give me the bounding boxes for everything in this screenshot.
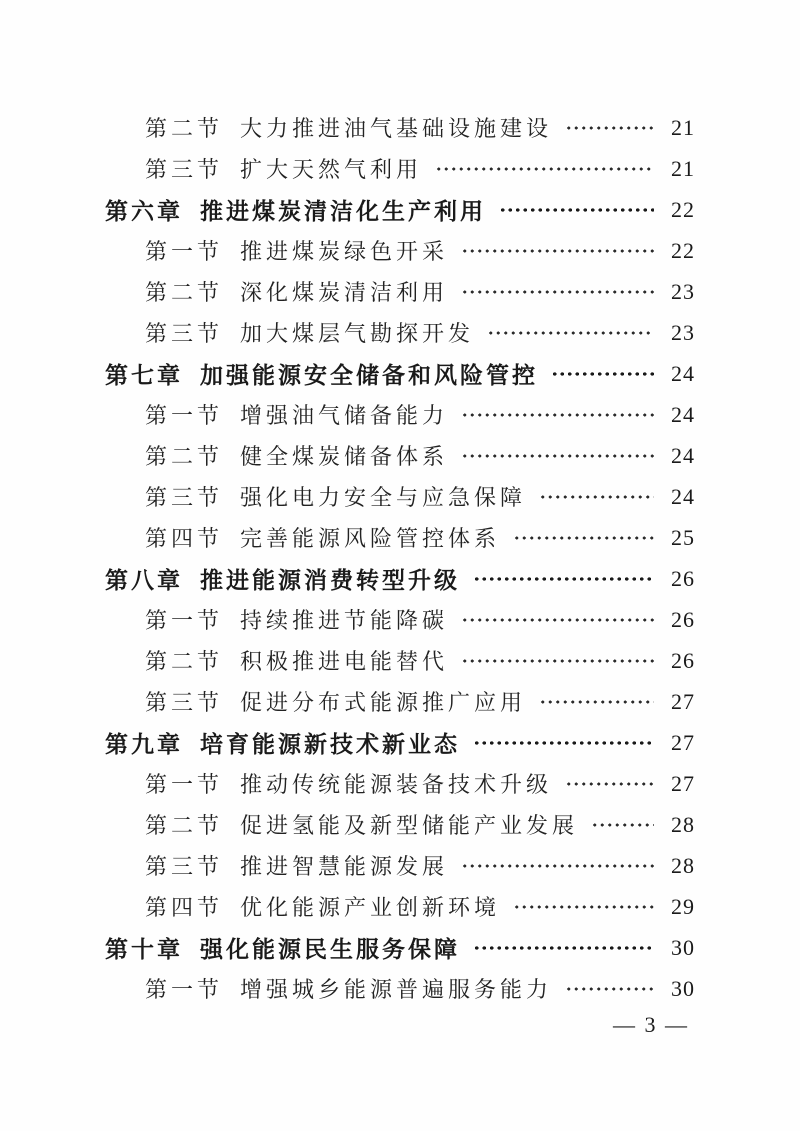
toc-entry-title: 深化煤炭清洁利用: [240, 280, 449, 305]
toc-entry-chapter[interactable]: [105, 722, 695, 763]
toc-entry-title: 推动传统能源装备技术升级: [240, 772, 553, 797]
toc-entry-chapter[interactable]: [105, 558, 695, 599]
toc-dot-leader: [473, 558, 654, 599]
toc-entry-section[interactable]: [105, 312, 695, 353]
toc-entry-section[interactable]: [105, 394, 695, 435]
toc-entry-title: 加强能源安全储备和风险管控: [200, 362, 538, 388]
toc-dot-leader: [565, 968, 654, 1009]
toc-entry-title: 扩大天然气利用: [240, 157, 423, 182]
toc-entry-section[interactable]: [105, 804, 695, 845]
toc-dot-leader: [461, 394, 654, 435]
toc-entry-title: 增强城乡能源普遍服务能力: [240, 977, 553, 1002]
toc-entry-title: 培育能源新技术新业态: [200, 731, 460, 757]
toc-entry-title: 推进煤炭清洁化生产利用: [200, 198, 486, 224]
toc-entry-label: 第三节: [145, 854, 224, 879]
toc-entry-title: 优化能源产业创新环境: [240, 895, 501, 920]
toc-entry-page: 27: [671, 729, 695, 755]
toc-entry-section[interactable]: [105, 435, 695, 476]
toc-entry-section[interactable]: [105, 886, 695, 927]
toc-entry-page: 28: [671, 852, 695, 878]
toc-entry-label: 第一节: [145, 403, 224, 428]
toc-dot-leader: [461, 435, 654, 476]
toc-dot-leader: [473, 722, 654, 763]
toc-entry-label: 第二节: [145, 444, 224, 469]
toc-entry-title: 大力推进油气基础设施建设: [240, 116, 553, 141]
toc-entry-label: 第八章: [105, 567, 183, 593]
toc-entry-label: 第一节: [145, 608, 224, 633]
toc-entry-label: 第十章: [105, 936, 183, 962]
toc-entry-title: 推进煤炭绿色开采: [240, 239, 449, 264]
toc-entry-chapter[interactable]: [105, 353, 695, 394]
toc-entry-page: 22: [671, 196, 695, 222]
toc-entry-title: 促进分布式能源推广应用: [240, 690, 527, 715]
toc-entry-title: 持续推进节能降碳: [240, 608, 449, 633]
toc-entry-section[interactable]: [105, 681, 695, 722]
toc-dot-leader: [565, 763, 654, 804]
toc-entry-section[interactable]: [105, 230, 695, 271]
toc-entry-label: 第一节: [145, 239, 224, 264]
toc-dot-leader: [591, 804, 654, 845]
toc-dot-leader: [551, 353, 654, 394]
toc-dot-leader: [461, 599, 654, 640]
toc-entry-page: 30: [671, 934, 695, 960]
toc-dot-leader: [513, 886, 654, 927]
toc-dot-leader: [565, 107, 654, 148]
toc-entry-section[interactable]: [105, 599, 695, 640]
toc-entry-page: 24: [671, 442, 695, 468]
toc-list: [105, 107, 695, 1009]
toc-entry-section[interactable]: [105, 640, 695, 681]
toc-entry-page: 26: [671, 606, 695, 632]
toc-entry-title: 促进氢能及新型储能产业发展: [240, 813, 579, 838]
toc-entry-title: 推进能源消费转型升级: [200, 567, 460, 593]
toc-entry-page: 26: [671, 565, 695, 591]
toc-entry-label: 第三节: [145, 485, 224, 510]
toc-entry-label: 第二节: [145, 116, 224, 141]
toc-entry-page: 26: [671, 647, 695, 673]
toc-entry-label: 第三节: [145, 157, 224, 182]
toc-entry-title: 积极推进电能替代: [240, 649, 449, 674]
toc-entry-label: 第四节: [145, 526, 224, 551]
toc-entry-chapter[interactable]: [105, 927, 695, 968]
toc-entry-section[interactable]: [105, 107, 695, 148]
toc-dot-leader: [435, 148, 654, 189]
toc-entry-page: 28: [671, 811, 695, 837]
toc-entry-page: 23: [671, 319, 695, 345]
toc-entry-label: 第一节: [145, 977, 224, 1002]
toc-entry-label: 第二节: [145, 649, 224, 674]
toc-dot-leader: [473, 927, 654, 968]
toc-entry-chapter[interactable]: [105, 189, 695, 230]
toc-entry-section[interactable]: [105, 517, 695, 558]
toc-entry-label: 第二节: [145, 813, 224, 838]
toc-entry-section[interactable]: [105, 271, 695, 312]
toc-entry-section[interactable]: [105, 763, 695, 804]
toc-entry-label: 第四节: [145, 895, 224, 920]
toc-dot-leader: [461, 845, 654, 886]
toc-entry-page: 21: [671, 155, 695, 181]
toc-entry-title: 加大煤层气勘探开发: [240, 321, 475, 346]
page-number: — 3 —: [613, 1012, 689, 1037]
toc-dot-leader: [461, 230, 654, 271]
toc-entry-page: 29: [671, 893, 695, 919]
toc-entry-title: 健全煤炭储备体系: [240, 444, 449, 469]
toc-entry-title: 强化能源民生服务保障: [200, 936, 460, 962]
toc-entry-page: 23: [671, 278, 695, 304]
toc-entry-page: 24: [671, 483, 695, 509]
toc-entry-title: 增强油气储备能力: [240, 403, 449, 428]
toc-entry-label: 第三节: [145, 321, 224, 346]
toc-entry-section[interactable]: [105, 476, 695, 517]
toc-entry-section[interactable]: [105, 968, 695, 1009]
toc-entry-label: 第二节: [145, 280, 224, 305]
page-footer: [105, 1012, 695, 1038]
toc-entry-label: 第七章: [105, 362, 183, 388]
toc-dot-leader: [513, 517, 654, 558]
toc-entry-label: 第一节: [145, 772, 224, 797]
toc-entry-label: 第六章: [105, 198, 183, 224]
toc-entry-page: 27: [671, 688, 695, 714]
toc-dot-leader: [461, 271, 654, 312]
toc-entry-page: 21: [671, 114, 695, 140]
toc-entry-section[interactable]: [105, 845, 695, 886]
toc-dot-leader: [539, 476, 654, 517]
toc-dot-leader: [539, 681, 654, 722]
toc-dot-leader: [487, 312, 654, 353]
toc-entry-title: 强化电力安全与应急保障: [240, 485, 527, 510]
toc-entry-label: 第九章: [105, 731, 183, 757]
toc-entry-page: 25: [671, 524, 695, 550]
toc-entry-page: 30: [671, 975, 695, 1001]
toc-entry-page: 24: [671, 401, 695, 427]
toc-entry-page: 24: [671, 360, 695, 386]
toc-entry-label: 第三节: [145, 690, 224, 715]
toc-dot-leader: [461, 640, 654, 681]
toc-entry-page: 22: [671, 237, 695, 263]
toc-dot-leader: [499, 189, 654, 230]
toc-entry-page: 27: [671, 770, 695, 796]
toc-entry-section[interactable]: [105, 148, 695, 189]
toc-entry-title: 完善能源风险管控体系: [240, 526, 501, 551]
toc-entry-title: 推进智慧能源发展: [240, 854, 449, 879]
